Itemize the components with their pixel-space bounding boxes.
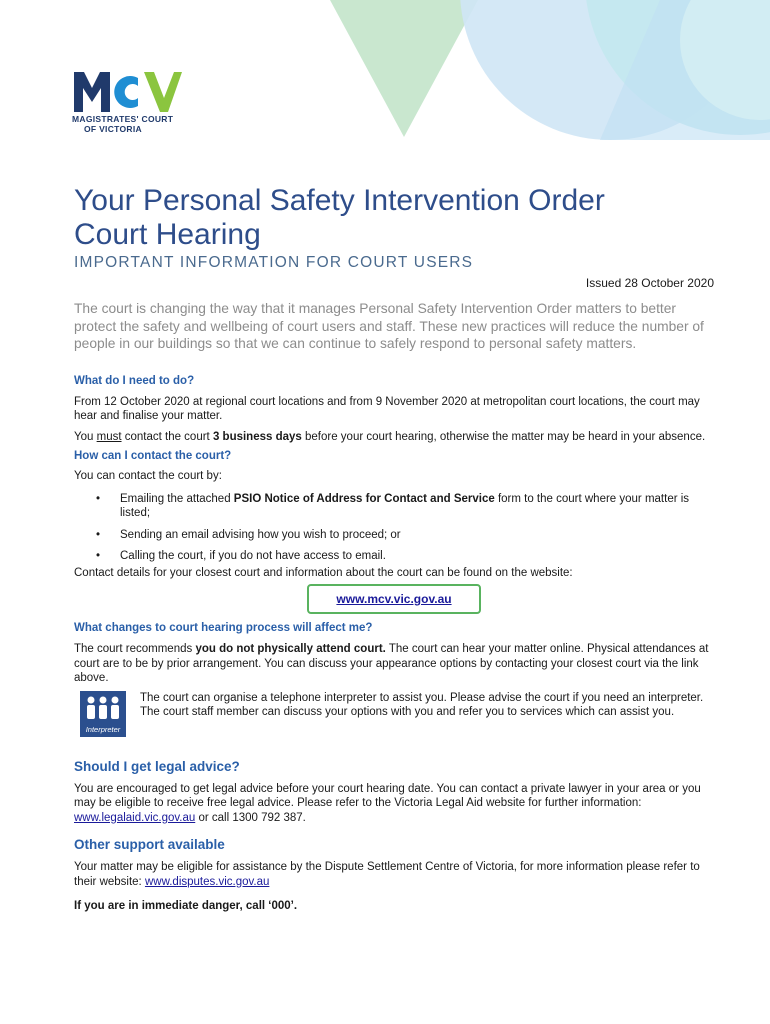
contact-intro: You can contact the court by:	[74, 470, 222, 482]
logo-text-line1: MAGISTRATES' COURT	[72, 114, 174, 124]
heading-contact: How can I contact the court?	[74, 450, 232, 462]
mcv-website-link[interactable]: www.mcv.vic.gov.au	[336, 592, 452, 606]
intro-paragraph: The court is changing the way that it manages Personal Safety Intervention Order matters to better protect the safety and wellbeing of court users and staff. These new practices will reduce the number of people in our buildings so that we can continue to safely respond to personal safety matters.	[74, 301, 704, 351]
interpreter-people-icon	[80, 691, 126, 727]
interpreter-icon-label: Interpreter	[85, 724, 121, 734]
changes-paragraph	[74, 642, 714, 686]
do-not-attend-text: you do not physically attend court.	[195, 643, 386, 655]
item2-text: Sending an email advising how you wish to proceed; or	[120, 528, 401, 541]
mcv-logo	[72, 68, 192, 134]
support-paragraph	[74, 860, 714, 889]
legal-paragraph	[74, 782, 714, 826]
mcv-logo-mark	[72, 68, 182, 114]
what-to-do-p1: From 12 October 2020 at regional court locations and from 9 November 2020 at metropolitan court locations, the court may hear and finalise your matter.	[74, 395, 700, 422]
page-title-line2: Court Hearing	[74, 218, 261, 251]
list-item	[74, 492, 714, 521]
interpreter-text: The court can organise a telephone interpreter to assist you. Please advise the court if you need an interpreter. The court staff member can discuss your options with you and refer you to services which can assist you.	[140, 691, 704, 718]
heading-legal-advice: Should I get legal advice?	[74, 758, 240, 774]
p2-mid: contact the court	[121, 430, 213, 443]
heading-other-support: Other support available	[74, 837, 225, 852]
page-title	[74, 184, 714, 252]
what-to-do-p2	[74, 430, 714, 445]
item3-text: Calling the court, if you do not have access to email.	[120, 550, 386, 562]
legal-before: You are encouraged to get legal advice before your court hearing date. You can contact a private lawyer in your area or you may be eligible to receive free legal advice. Please refer to the Victoria Legal Aid website for further information:	[74, 782, 701, 809]
bullet-icon: •	[96, 550, 101, 562]
danger-notice: If you are in immediate danger, call ‘000’.	[74, 900, 298, 912]
p2-after: before your court hearing, otherwise the matter may be heard in your absence.	[301, 430, 706, 443]
bullet-icon: •	[96, 492, 101, 505]
interpreter-icon	[80, 691, 126, 737]
p2-before: You	[74, 430, 97, 443]
heading-what-to-do: What do I need to do?	[74, 374, 195, 387]
contact-details: Contact details for your closest court and information about the court can be found on the website:	[74, 566, 573, 579]
support-before: Your matter may be eligible for assistance by the Dispute Settlement Centre of Victoria, for more information please refer to their website:	[74, 861, 700, 888]
issued-date: Issued 28 October 2020	[585, 276, 714, 290]
list-item	[74, 528, 714, 543]
heading-changes: What changes to court hearing process will affect me?	[74, 622, 373, 634]
legal-after: or call 1300 792 387.	[195, 811, 306, 824]
bullet-icon: •	[96, 528, 101, 541]
legal-aid-link[interactable]: www.legalaid.vic.gov.au	[74, 811, 196, 824]
psio-form-name: PSIO Notice of Address for Contact and Service	[233, 492, 495, 505]
page-subtitle: IMPORTANT INFORMATION FOR COURT USERS	[74, 254, 474, 271]
must-text: must	[96, 430, 122, 443]
changes-before: The court recommends	[74, 643, 196, 655]
changes-after: The court can hear your matter online. Physical attendances at court are to be by prior arrangement. You can discuss your appearance options by contacting your closest court via the link above.	[74, 643, 709, 684]
logo-text-line2: OF VICTORIA	[84, 124, 142, 134]
item1-after: form to the court where your matter is listed;	[120, 492, 690, 519]
disputes-link[interactable]: www.disputes.vic.gov.au	[144, 875, 270, 888]
page-title-line1: Your Personal Safety Intervention Order	[74, 184, 605, 217]
list-item	[74, 549, 714, 564]
interpreter-section	[74, 691, 714, 737]
contact-methods-list	[74, 492, 714, 564]
business-days-text: 3 business days	[212, 430, 302, 443]
website-box	[307, 584, 481, 614]
item1-before: Emailing the attached	[120, 492, 234, 505]
